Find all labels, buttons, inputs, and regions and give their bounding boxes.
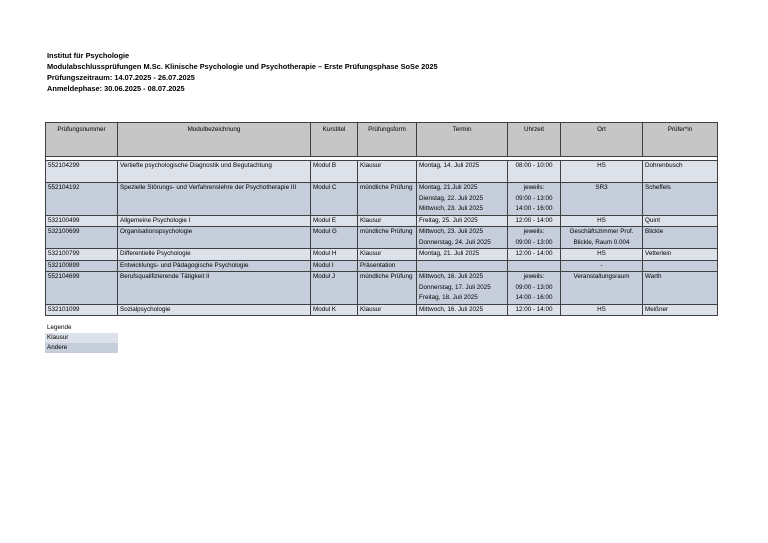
cell-ort: - <box>600 261 603 269</box>
cell-modul: Allgemeine Psychologie I <box>120 216 191 224</box>
cell-kurs: Modul C <box>313 184 337 191</box>
cell-pruefer: Quint <box>645 216 661 224</box>
cell-termin: Mittwoch, 16. Juli 2025 <box>419 273 484 280</box>
cell-termin: Montag, 21.Juli 2025 <box>419 184 478 191</box>
cell-nummer: 532100699 <box>48 228 80 235</box>
table-row <box>46 272 718 305</box>
cell-modul: Organisationspsychologie <box>120 228 193 235</box>
cell-ort: HS <box>597 216 606 224</box>
col-header-nummer: Prüfungsnummer <box>46 123 118 157</box>
cell-kurs: Modul G <box>313 228 337 235</box>
cell-termin: Freitag, 25. Juli 2025 <box>419 216 478 224</box>
cell-form: Klausur <box>360 162 382 169</box>
table-row <box>46 260 718 272</box>
cell-zeit: 09:00 - 13:00 <box>515 238 553 246</box>
cell-kurs: Modul J <box>313 273 336 280</box>
cell-nummer: 532101099 <box>48 305 80 313</box>
cell-nummer: 552104699 <box>48 273 80 280</box>
document-header <box>47 50 438 94</box>
cell-zeit: 14:00 - 16:00 <box>515 205 553 212</box>
cell-zeit: 14:00 - 16:00 <box>515 294 553 301</box>
cell-pruefer: Blickle <box>645 228 664 235</box>
cell-termin: Montag, 14. Juli 2025 <box>419 162 480 169</box>
cell-kurs: Modul B <box>313 162 337 169</box>
table-row <box>46 183 718 216</box>
col-header-modul: Modulbezeichnung <box>118 123 311 157</box>
cell-zeit: 09:00 - 13:00 <box>515 194 553 202</box>
col-header-pruefungsform: Prüfungsform <box>358 123 417 157</box>
cell-modul: Entwicklungs- und Pädagogische Psychologie <box>120 261 249 269</box>
table-row <box>46 215 718 227</box>
cell-termin: Donnerstag, 24. Juli 2025 <box>419 238 491 246</box>
cell-zeit <box>510 261 558 272</box>
cell-zeit: 08:00 - 10:00 <box>515 162 553 169</box>
document-title: Modulabschlussprüfungen M.Sc. Klinische Psychologie und Psychotherapie – Erste Prüfungsphase SoSe 2025 <box>47 62 438 71</box>
cell-zeit: jeweils: <box>523 184 545 191</box>
cell-nummer: 532100899 <box>48 261 80 269</box>
cell-pruefer: Dohrenbusch <box>645 162 683 169</box>
col-header-kurstitel: Kurstitel <box>311 123 358 157</box>
table-row <box>46 304 718 316</box>
table-row <box>46 161 718 183</box>
cell-ort: HS <box>597 305 606 313</box>
cell-form: mündliche Prüfung <box>360 228 413 235</box>
legend <box>45 323 118 353</box>
cell-pruefer: Vetterlein <box>645 250 672 257</box>
cell-ort: HS <box>597 162 606 169</box>
cell-nummer: 552104192 <box>48 184 80 191</box>
table-row <box>46 227 718 249</box>
cell-nummer: 532100499 <box>48 216 80 224</box>
col-header-ort: Ort <box>561 123 643 157</box>
cell-nummer: 532100799 <box>48 250 80 257</box>
cell-pruefer: Warth <box>645 273 662 280</box>
cell-termin: Mittwoch, 23. Juli 2025 <box>419 205 484 212</box>
cell-form: mündliche Prüfung <box>360 273 413 280</box>
cell-pruefer: Scheffels <box>645 184 671 191</box>
cell-kurs: Modul H <box>313 250 337 257</box>
cell-pruefer <box>645 261 715 272</box>
cell-kurs: Modul E <box>313 216 337 224</box>
cell-modul: Vertiefte psychologische Diagnostik und Begutachtung <box>120 162 272 169</box>
cell-termin: Dienstag, 22. Juli 2025 <box>419 194 484 202</box>
cell-termin: Mittwoch, 16. Juli 2025 <box>419 305 484 313</box>
cell-form: Präsentation <box>360 261 396 269</box>
cell-ort: Blickle, Raum 0.004 <box>573 238 630 246</box>
legend-andere: Andere <box>45 343 118 353</box>
cell-form: Klausur <box>360 305 382 313</box>
cell-form: Klausur <box>360 250 382 257</box>
registration-period: Anmeldephase: 30.06.2025 - 08.07.2025 <box>47 84 185 93</box>
col-header-uhrzeit: Uhrzeit <box>508 123 561 157</box>
cell-zeit: 09:00 - 13:00 <box>515 283 553 291</box>
cell-nummer: 552104299 <box>48 162 80 169</box>
cell-termin: Donnerstag, 17. Juli 2025 <box>419 283 491 291</box>
cell-zeit: 12:00 - 14:00 <box>515 216 553 224</box>
cell-modul: Differentielle Psychologie <box>120 250 191 257</box>
cell-ort: SR3 <box>595 184 608 191</box>
cell-form: Klausur <box>360 216 382 224</box>
cell-modul: Sozialpsychologie <box>120 305 171 313</box>
cell-ort: Veranstaltungsraum <box>573 273 630 280</box>
cell-modul: Spezielle Störungs- und Verfahrenslehre der Psychotherapie III <box>120 184 297 191</box>
col-header-pruefer: Prüfer*in <box>643 123 718 157</box>
cell-form: mündliche Prüfung <box>360 184 413 191</box>
cell-kurs: Modul I <box>313 261 334 269</box>
cell-pruefer: Meißner <box>645 305 669 313</box>
table-header-row <box>46 123 718 157</box>
cell-zeit: 12:00 - 14:00 <box>515 250 553 257</box>
cell-zeit: 12:00 - 14:00 <box>515 305 553 313</box>
legend-title: Legende <box>45 323 118 333</box>
cell-ort: HS <box>597 250 606 257</box>
cell-termin: Mittwoch, 23. Juli 2025 <box>419 228 484 235</box>
cell-zeit: jeweils: <box>523 273 545 280</box>
exam-table <box>45 122 718 316</box>
cell-modul: Berufsqualifizierende Tätigkeit II <box>120 273 210 280</box>
cell-zeit: jeweils: <box>523 228 545 235</box>
cell-kurs: Modul K <box>313 305 337 313</box>
cell-ort: Geschäftszimmer Prof. <box>569 228 634 235</box>
col-header-termin: Termin <box>417 123 508 157</box>
legend-klausur: Klausur <box>45 333 118 343</box>
institute-name: Institut für Psychologie <box>47 51 130 60</box>
cell-termin: Freitag, 18. Juli 2025 <box>419 294 478 301</box>
cell-termin: Montag, 21. Juli 2025 <box>419 250 480 257</box>
cell-termin <box>419 261 505 272</box>
exam-period: Prüfungszeitraum: 14.07.2025 - 26.07.2025 <box>47 73 195 82</box>
table-row <box>46 249 718 261</box>
